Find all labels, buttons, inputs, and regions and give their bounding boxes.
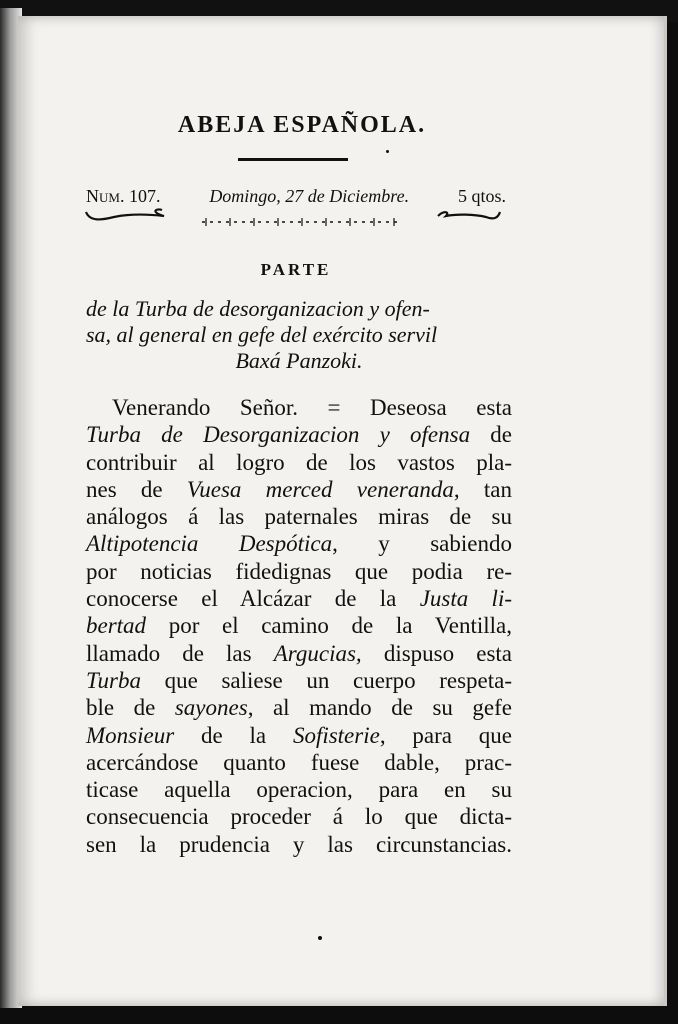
body-line: contribuir al logro de los vastos pla- xyxy=(86,449,512,475)
ink-speck xyxy=(318,936,322,940)
right-flourish-ornament xyxy=(436,208,502,224)
body-line: nes de Vuesa merced veneranda, tan xyxy=(86,476,512,502)
body-line: Monsieur de la Sofisterie, para que xyxy=(86,722,512,748)
body-line: Turba de Desorganizacion y ofensa de xyxy=(86,422,512,448)
body-line: análogos á las paternales miras de su xyxy=(86,504,512,530)
issue-price: 5 qtos. xyxy=(457,186,506,206)
subtitle-line: Baxá Panzoki. xyxy=(235,348,363,373)
left-flourish-ornament xyxy=(84,208,166,224)
body-line: ble de sayones, al mando de su gefe xyxy=(86,695,512,721)
body-line: conocerse el Alcázar de la Justa li- xyxy=(86,586,512,612)
issue-line xyxy=(86,186,506,207)
body-line: Turba que saliese un cuerpo respeta- xyxy=(86,667,512,693)
section-heading: PARTE xyxy=(260,260,332,279)
body-line: llamado de las Argucias, dispuso esta xyxy=(86,640,512,666)
ornamental-divider xyxy=(200,215,400,229)
body-line: consecuencia proceder á lo que dicta- xyxy=(86,804,512,830)
article-body xyxy=(86,394,512,858)
article-subtitle xyxy=(86,296,512,374)
body-line: Altipotencia Despótica, y sabiendo xyxy=(86,531,512,557)
body-line: sen la prudencia y las circunstancias. xyxy=(86,831,512,857)
body-line: por noticias fidedignas que podia re- xyxy=(86,558,512,584)
body-line: bertad por el camino de la Ventilla, xyxy=(86,613,512,639)
issue-date: Domingo, 27 de Diciembre. xyxy=(209,186,410,206)
body-line: ticase aquella operacion, para en su xyxy=(86,777,512,803)
body-line: acercándose quanto fuese dable, prac- xyxy=(86,749,512,775)
body-line: Venerando Señor. = Deseosa esta xyxy=(112,395,512,420)
subtitle-line: de la Turba de desorganizacion y ofen- xyxy=(86,296,430,321)
issue-number: Num. 107. xyxy=(86,186,161,206)
ink-speck xyxy=(386,150,389,153)
subtitle-line: sa, al general en gefe del exército servil xyxy=(86,322,438,347)
masthead-title: ABEJA ESPAÑOLA. xyxy=(177,112,427,138)
masthead-rule xyxy=(238,158,348,161)
